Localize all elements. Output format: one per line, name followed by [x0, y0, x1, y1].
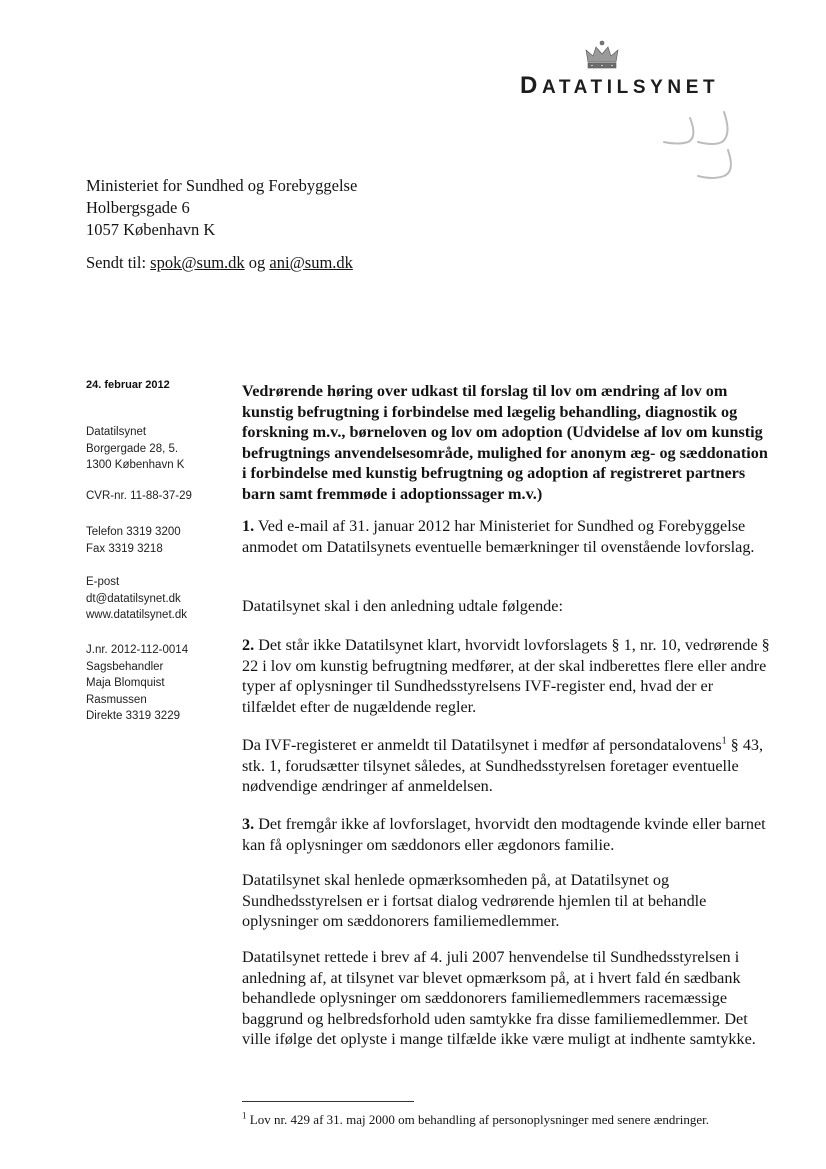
case-handler-surname: Rasmussen — [86, 693, 147, 706]
paragraph-2-text: Datatilsynet skal i den anledning udtale følgende: — [242, 597, 563, 615]
paragraph-3 — [242, 635, 770, 717]
contact-block — [86, 574, 187, 624]
paragraph-2 — [242, 596, 770, 617]
recipient-city: 1057 København K — [86, 220, 216, 239]
paragraph-5 — [242, 814, 770, 855]
crown-icon — [582, 40, 622, 72]
paragraph-7-text: Datatilsynet rettede i brev af 4. juli 2007 henvendelse til Sundhedsstyrelsen i anledning af, at tilsynet var blevet opmærksom på, at i hvert fald én sædbank behandlede oplysninger om sæddonorers familiemedlemmers racemæssige baggrund og helbredsforhold uden samtykke fra disse familiemedlemmer. Det ville ifølge det oplyste i mange tilfælde ikke være muligt at indhente samtykke. — [242, 948, 756, 1049]
case-handler-label: Sagsbehandler — [86, 660, 164, 673]
journal-number: J.nr. 2012-112-0014 — [86, 644, 189, 656]
handwritten-marks — [658, 110, 768, 190]
footnote-ref[interactable]: 1 — [721, 735, 727, 747]
paragraph-6 — [242, 870, 770, 932]
email-link-spok[interactable]: spok@sum.dk — [150, 253, 245, 272]
paragraph-5-number: 3. — [242, 815, 255, 833]
phone-block — [86, 524, 181, 557]
logo-wordmark: DATATILSYNET — [520, 72, 720, 99]
email-link-ani[interactable]: ani@sum.dk — [269, 253, 353, 272]
footnote-number: 1 — [242, 1110, 247, 1121]
cvr-number: CVR-nr. 11-88-37-29 — [86, 490, 192, 502]
phone-number: Telefon 3319 3200 — [86, 526, 181, 538]
case-block — [86, 642, 188, 725]
sender-email[interactable]: dt@datatilsynet.dk — [86, 592, 181, 605]
fax-number: Fax 3319 3218 — [86, 542, 163, 555]
recipient-street: Holbergsgade 6 — [86, 198, 190, 217]
paragraph-5-text: Det fremgår ikke af lovforslaget, hvorvidt den modtagende kvinde eller barnet kan få oplysninger om sæddonors eller ægdonors familie. — [242, 815, 766, 854]
paragraph-1 — [242, 516, 770, 557]
letter-date: 24. februar 2012 — [86, 379, 170, 391]
recipient-address — [86, 175, 357, 241]
sender-name: Datatilsynet — [86, 426, 147, 438]
paragraph-4 — [242, 735, 770, 797]
paragraph-4-text-a: Da IVF-registeret er anmeldt til Datatilsynet i medfør af persondatalovens — [242, 736, 722, 754]
direct-phone: Direkte 3319 3229 — [86, 710, 180, 722]
paragraph-3-number: 2. — [242, 636, 255, 654]
letter-subject: Vedrørende høring over udkast til forslag til lov om ændring af lov om kunstig befrugtning i forbindelse med lægelig behandling, diagnostik og forskning m.v., børneloven og lov om adoption (Udvidelse af lov om kunstig befrugtnings anvendelsesområde, mulighed for anonym æg- og sæddonation i forbindelse med kunstig befrugtning og adoption af registreret partners barn samt fremmøde i adoptionssager m.v.) — [242, 382, 768, 503]
footnote-divider — [242, 1101, 414, 1102]
footnote-text: Lov nr. 429 af 31. maj 2000 om behandling af personoplysninger med senere ændringer. — [249, 1112, 709, 1127]
sender-street: Borgergade 28, 5. — [86, 442, 179, 455]
sent-to-conjunction: og — [248, 253, 266, 272]
email-label: E-post — [86, 576, 120, 588]
sent-to-label: Sendt til: — [86, 253, 147, 272]
recipient-name: Ministeriet for Sundhed og Forebyggelse — [86, 176, 358, 195]
paragraph-7 — [242, 947, 770, 1050]
sent-to-line — [86, 253, 353, 273]
sender-website[interactable]: www.datatilsynet.dk — [86, 609, 187, 621]
paragraph-3-text: Det står ikke Datatilsynet klart, hvorvidt lovforslagets § 1, nr. 10, vedrørende § 22 i lov om kunstig befrugtning medfører, at der skal indberettes flere eller andre typer af oplysninger til Sundhedsstyrelsens IVF-register end, hvad der er tilfældet efter de nugældende regler. — [242, 636, 770, 716]
footnote — [242, 1112, 782, 1128]
paragraph-6-text: Datatilsynet skal henlede opmærksomheden på, at Datatilsynet og Sundhedsstyrelsen er i fortsat dialog vedrørende hjemlen til at behandle oplysninger om sæddonorers familiemedlemmer. — [242, 871, 707, 931]
sender-address — [86, 424, 184, 474]
case-handler-name: Maja Blomquist — [86, 677, 165, 689]
paragraph-1-text: Ved e-mail af 31. januar 2012 har Ministeriet for Sundhed og Forebyggelse anmodet om Datatilsynets eventuelle bemærkninger til ovenstående lovforslag. — [242, 517, 755, 556]
paragraph-1-number: 1. — [242, 517, 255, 535]
paragraph-4-text-b: § 43, stk. 1, forudsætter tilsynet således, at Sundhedsstyrelsen foretager eventuelle nødvendige ændringer af anmeldelsen. — [242, 736, 764, 796]
sender-city: 1300 København K — [86, 459, 185, 471]
